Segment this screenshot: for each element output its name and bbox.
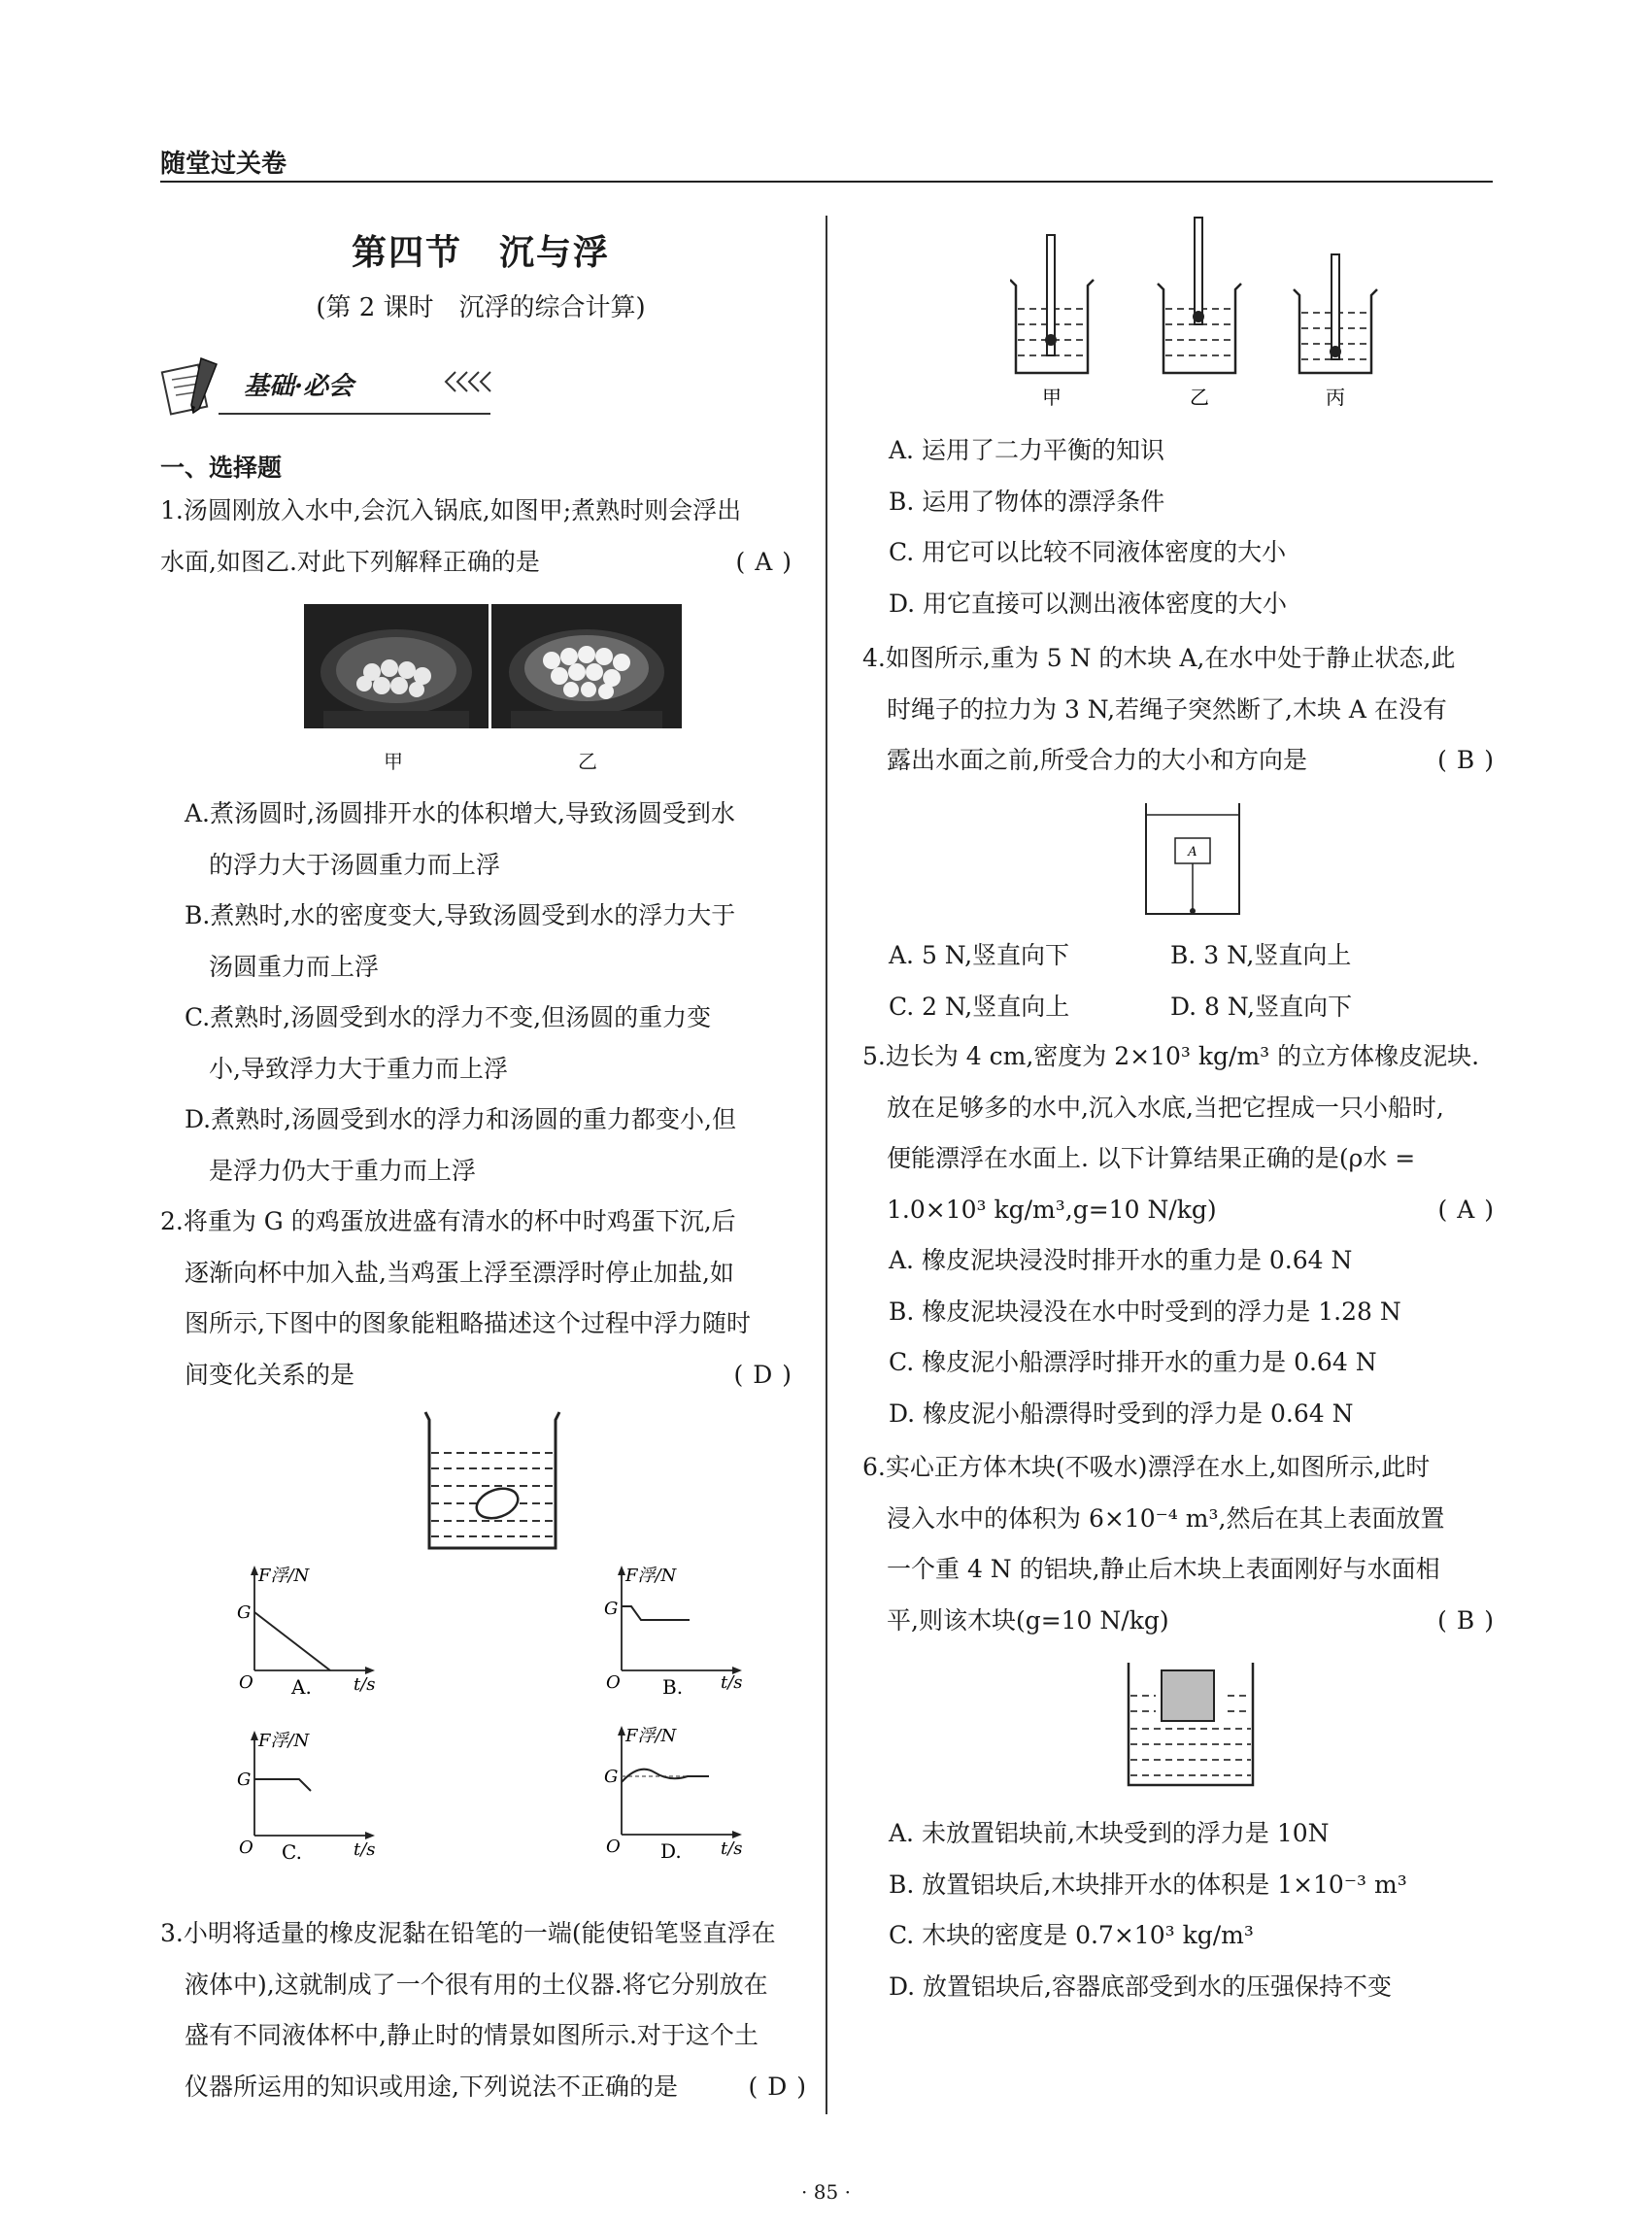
q5-options [889,1235,1491,1439]
graph-c-ylabel: F浮/N [258,1731,310,1751]
graph-c-g: G [237,1770,252,1790]
graph-c-o: O [239,1837,253,1858]
graph-b-xlabel: t/s [721,1672,743,1693]
q3-answer: (D) [748,2072,816,2101]
q4-options [889,930,1491,1032]
q5-line: 便能漂浮在水面上. 以下计算结果正确的是(ρ水 = [887,1144,1416,1172]
q4-option-b: B. 3 N,竖直向上 [1170,941,1352,969]
q1-options [185,789,806,1197]
q3-line: 液体中),这就制成了一个很有用的土仪器.将它分别放在 [185,1970,768,1999]
q3-line: 盛有不同液体杯中,静止时的情景如图所示.对于这个土 [185,2021,759,2049]
q3-option-c: C. 用它可以比较不同液体密度的大小 [889,538,1287,566]
q5-option-c: C. 橡皮泥小船漂浮时排开水的重力是 0.64 N [889,1348,1377,1376]
q6-line: 一个重 4 N 的铝块,静止后木块上表面刚好与水面相 [887,1555,1440,1583]
q4-option-a: A. 5 N,竖直向下 [889,941,1070,969]
column-divider [826,216,827,2114]
q1-photo-left [304,604,489,728]
pot-floating-photo [491,604,682,728]
graph-a-xlabel: t/s [354,1674,376,1695]
banner-label: 基础·必会 [244,372,354,401]
q3-line: 仪器所运用的知识或用途,下列说法不正确的是 (D) [160,2062,816,2113]
banner-underline [219,413,490,415]
q5-option-a: A. 橡皮泥块浸没时排开水的重力是 0.64 N [889,1246,1353,1274]
beaker-yi [1158,218,1241,373]
q6-line: 平,则该木块(g=10 N/kg) (B) [862,1596,1503,1647]
graph-d-label: D. [660,1839,682,1860]
page-number: · 85 · [801,2180,851,2204]
graph-a-ylabel: F浮/N [258,1566,310,1586]
q4-line: 露出水面之前,所受合力的大小和方向是 (B) [862,735,1503,787]
q4-container-block [1144,801,1241,918]
q4-line: 时绳子的拉力为 3 N,若绳子突然断了,木块 A 在没有 [887,694,1447,724]
q4-answer: (B) [1437,746,1503,774]
q1-option-d-cont: 是浮力仍大于重力而上浮 [209,1156,477,1185]
q6-option-d: D. 放置铝块后,容器底部受到水的压强保持不变 [889,1972,1392,2001]
graph-b-label: B. [662,1675,684,1695]
pot-sinking-photo [304,604,489,728]
q2-line: 2.将重为 G 的鸡蛋放进盛有清水的杯中时鸡蛋下沉,后 [160,1207,736,1235]
q5-answer: (A) [1437,1195,1503,1224]
graph-d-ylabel: F浮/N [625,1726,677,1746]
q2-graph-c [233,1729,388,1860]
q2-line: 图所示,下图中的图象能粗略描述这个过程中浮力随时 [185,1309,751,1337]
question-4 [862,633,1503,787]
q4-line: 4.如图所示,重为 5 N 的木块 A,在水中处于静止状态,此 [862,644,1456,672]
chevrons-icon [438,368,496,397]
q6-option-a: A. 未放置铝块前,木块受到的浮力是 10N [889,1819,1330,1847]
graph-d-xlabel: t/s [721,1838,743,1859]
graph-b-o: O [606,1672,621,1693]
q1-option-b-cont: 汤圆重力而上浮 [209,952,380,981]
q1-line: 1.汤圆刚放入水中,会沉入锅底,如图甲;煮熟时则会浮出 [160,496,742,524]
section-heading: 一、选择题 [160,454,283,482]
q2-answer: (D) [733,1360,801,1389]
q3-option-a: A. 运用了二力平衡的知识 [889,436,1164,464]
q3-options [889,425,1491,629]
graph-a-label: A. [291,1675,312,1695]
q5-option-b: B. 橡皮泥块浸没在水中时受到的浮力是 1.28 N [889,1297,1401,1326]
q3-option-b: B. 运用了物体的漂浮条件 [889,487,1165,516]
q6-line: 6.实心正方体木块(不吸水)漂浮在水上,如图所示,此时 [862,1453,1431,1481]
graph-c-label: C. [282,1840,302,1860]
q1-answer: (A) [735,547,801,576]
q1-option-c: C.煮熟时,汤圆受到水的浮力不变,但汤圆的重力变 [185,1003,712,1031]
q2-graph-a [233,1564,388,1695]
graph-b-g: G [604,1599,619,1619]
q3-caption-yi: 乙 [1190,386,1209,409]
q4-option-c: C. 2 N,竖直向上 [889,992,1070,1021]
q6-option-c: C. 木块的密度是 0.7×10³ kg/m³ [889,1921,1254,1949]
q1-caption-left: 甲 [384,750,403,773]
q4-block-label: A [1188,845,1197,860]
question-2 [160,1197,801,1400]
q3-beakers [1010,216,1418,410]
graph-c-xlabel: t/s [354,1839,376,1860]
q3-option-d: D. 用它直接可以测出液体密度的大小 [889,589,1288,618]
q1-caption-right: 乙 [578,750,597,773]
q1-option-a-cont: 的浮力大于汤圆重力而上浮 [209,850,501,879]
q3-caption-bing: 丙 [1326,386,1345,409]
q2-graph-d [600,1724,756,1860]
banner [160,354,490,422]
lesson-subtitle: (第 2 课时 沉浮的综合计算) [316,293,646,322]
q3-line: 3.小明将适量的橡皮泥黏在铅笔的一端(能使铅笔竖直浮在 [160,1919,776,1947]
q1-line: 水面,如图乙.对此下列解释正确的是 (A) [160,537,801,589]
q1-option-c-cont: 小,导致浮力大于重力而上浮 [209,1054,508,1083]
q6-line: 浸入水中的体积为 6×10⁻⁴ m³,然后在其上表面放置 [887,1503,1445,1533]
q2-graph-b [600,1564,756,1695]
q1-option-a: A.煮汤圆时,汤圆排开水的体积增大,导致汤圆受到水 [185,799,735,827]
graph-b-ylabel: F浮/N [625,1566,677,1586]
q5-line: 1.0×10³ kg/m³,g=10 N/kg) (A) [862,1185,1503,1236]
q6-answer: (B) [1437,1605,1503,1635]
graph-a-o: O [239,1672,253,1693]
q1-option-b: B.煮熟时,水的密度变大,导致汤圆受到水的浮力大于 [185,901,736,929]
q5-option-d: D. 橡皮泥小船漂得时受到的浮力是 0.64 N [889,1399,1354,1428]
q3-caption-jia: 甲 [1042,386,1062,409]
graph-a-g: G [237,1602,252,1623]
graph-d-o: O [606,1837,621,1857]
running-header: 随堂过关卷 [160,150,287,179]
q2-beaker-egg [420,1410,565,1556]
question-5 [862,1031,1503,1235]
beaker-jia [1010,235,1094,373]
q1-option-d: D.煮熟时,汤圆受到水的浮力和汤圆的重力都变小,但 [185,1105,736,1133]
question-6 [862,1442,1503,1646]
q6-option-b: B. 放置铝块后,木块排开水的体积是 1×10⁻³ m³ [889,1870,1407,1899]
q2-line: 间变化关系的是 (D) [160,1350,801,1401]
section-title: 第四节 沉与浮 [351,233,610,273]
question-3 [160,1908,816,2112]
question-1 [160,486,801,588]
q1-photo-right [491,604,682,728]
q2-line: 逐渐向杯中加入盐,当鸡蛋上浮至漂浮时停止加盐,如 [185,1258,734,1287]
q4-option-d: D. 8 N,竖直向下 [1170,992,1353,1021]
q5-line: 放在足够多的水中,沉入水底,当把它捏成一只小船时, [887,1093,1444,1122]
beaker-bing [1294,254,1377,373]
q6-options [889,1808,1491,2012]
header-rule [160,181,1493,183]
q6-container-wood-block [1127,1661,1255,1787]
q5-line: 5.边长为 4 cm,密度为 2×10³ kg/m³ 的立方体橡皮泥块. [862,1042,1480,1070]
graph-d-g: G [604,1767,619,1787]
